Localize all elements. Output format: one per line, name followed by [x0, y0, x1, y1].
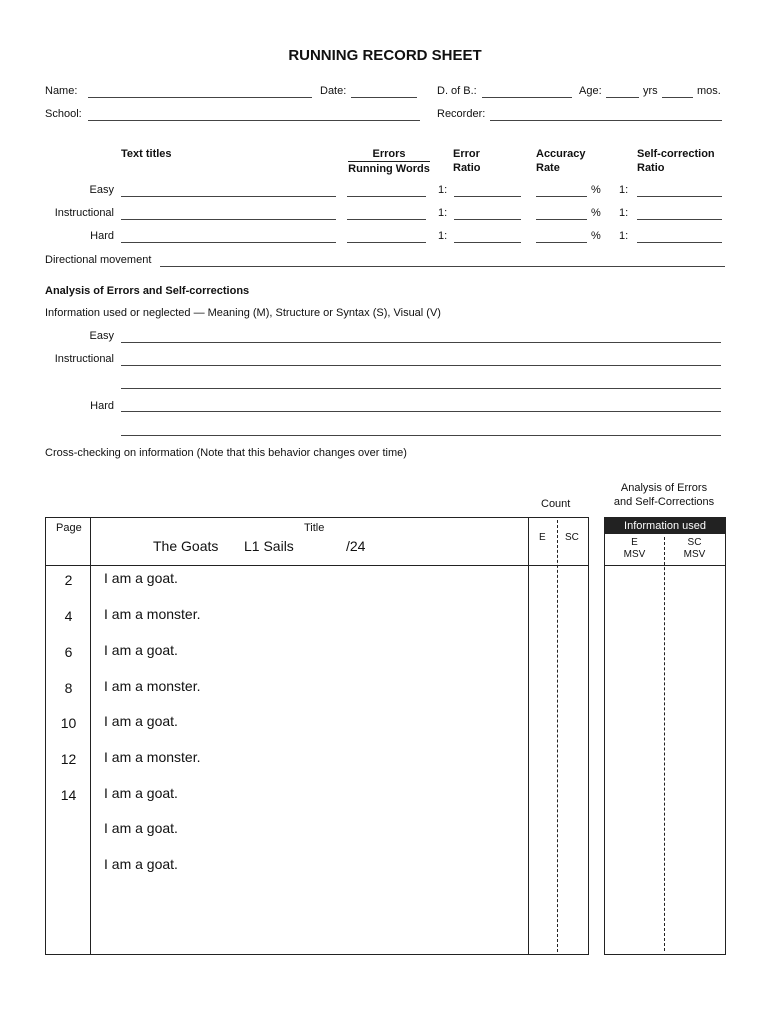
sc-prefix: 1: — [619, 207, 629, 219]
e-header: E — [539, 532, 546, 543]
analysis-errors-sc-title — [604, 481, 724, 509]
yrs-label: yrs — [643, 85, 658, 97]
page-number: 10 — [60, 715, 77, 731]
errors-field[interactable] — [347, 196, 426, 197]
accuracy-field[interactable] — [536, 196, 587, 197]
percent-sign: % — [591, 184, 601, 196]
accuracy-rate-line2: Rate — [536, 162, 560, 174]
self-correction-ratio-header — [637, 147, 715, 175]
date-label: Date: — [320, 85, 347, 97]
info-e-msv-header — [605, 537, 664, 561]
book-title: The Goats — [153, 538, 219, 554]
directional-movement-label: Directional movement — [45, 254, 152, 266]
analysis-hard-field-2[interactable] — [121, 435, 721, 436]
word-total: /24 — [346, 538, 366, 554]
count-label: Count — [541, 498, 571, 510]
analysis-easy-field[interactable] — [121, 342, 721, 343]
page-text: I am a goat. — [104, 570, 178, 586]
analysis-instructional-field-2[interactable] — [121, 388, 721, 389]
error-ratio-line1: Error — [453, 148, 480, 160]
page-number: 12 — [60, 751, 77, 767]
recorder-label: Recorder: — [437, 108, 486, 120]
sc-prefix: 1: — [619, 184, 629, 196]
count-col-divider — [528, 517, 529, 954]
level-label: Easy — [89, 184, 114, 196]
book-level: L1 Sails — [244, 538, 294, 554]
page-header: Page — [56, 522, 82, 534]
info-e-msv-label: MSV — [623, 549, 646, 560]
page-text: I am a monster. — [104, 606, 201, 622]
ratio-prefix: 1: — [438, 207, 448, 219]
header-row-divider — [45, 565, 589, 566]
text-title-field[interactable] — [121, 242, 336, 243]
sc-header: SC — [565, 532, 579, 543]
ratio-prefix: 1: — [438, 230, 448, 242]
mos-label: mos. — [697, 85, 721, 97]
analysis-instructional-field-1[interactable] — [121, 365, 721, 366]
page-number: 6 — [64, 644, 73, 660]
info-sc-msv-header — [665, 537, 724, 561]
date-field[interactable] — [351, 97, 417, 98]
analysis-title-line1: Analysis of Errors — [620, 482, 708, 494]
page-text: I am a goat. — [104, 856, 178, 872]
page-text: I am a goat. — [104, 713, 178, 729]
cross-checking-label: Cross-checking on information (Note that this behavior changes over time) — [45, 447, 407, 459]
page-text: I am a goat. — [104, 820, 178, 836]
page-col-divider — [90, 517, 91, 565]
analysis-hard-label: Hard — [90, 400, 114, 412]
error-ratio-header — [453, 147, 481, 175]
sc-ratio-line2: Ratio — [637, 162, 665, 174]
age-months-field[interactable] — [662, 97, 693, 98]
e-sc-divider — [557, 520, 558, 952]
error-ratio-field[interactable] — [454, 219, 521, 220]
level-label: Hard — [90, 230, 114, 242]
error-ratio-field[interactable] — [454, 196, 521, 197]
info-sc-msv-label: MSV — [683, 549, 706, 560]
info-header-divider — [604, 565, 726, 566]
info-e-label: E — [631, 537, 638, 548]
school-field[interactable] — [88, 120, 420, 121]
page-text: I am a monster. — [104, 749, 201, 765]
analysis-title-line2: and Self-Corrections — [613, 496, 715, 508]
dob-field[interactable] — [482, 97, 572, 98]
accuracy-rate-line1: Accuracy — [536, 148, 586, 160]
level-label: Instructional — [54, 207, 114, 219]
page-text: I am a goat. — [104, 642, 178, 658]
sc-ratio-field[interactable] — [637, 219, 722, 220]
sc-ratio-field[interactable] — [637, 196, 722, 197]
text-title-field[interactable] — [121, 219, 336, 220]
page-number: 2 — [64, 572, 73, 588]
title-header: Title — [304, 522, 325, 534]
errors-field[interactable] — [347, 242, 426, 243]
age-years-field[interactable] — [606, 97, 639, 98]
name-label: Name: — [45, 85, 78, 97]
running-words-header: Running Words — [348, 163, 430, 175]
text-titles-header: Text titles — [121, 148, 172, 160]
ratio-prefix: 1: — [438, 184, 448, 196]
recorder-field[interactable] — [490, 120, 722, 121]
analysis-easy-label: Easy — [89, 330, 114, 342]
accuracy-rate-header — [536, 147, 586, 175]
text-title-field[interactable] — [121, 196, 336, 197]
analysis-hard-field-1[interactable] — [121, 411, 721, 412]
page-number: 4 — [64, 608, 73, 624]
dob-label: D. of B.: — [437, 85, 477, 97]
name-field[interactable] — [88, 97, 312, 98]
page-number: 14 — [60, 787, 77, 803]
info-e-sc-divider — [664, 537, 665, 951]
errors-field[interactable] — [347, 219, 426, 220]
errors-header: Errors — [348, 147, 430, 162]
sc-prefix: 1: — [619, 230, 629, 242]
analysis-subheading: Information used or neglected — Meaning (M), Structure or Syntax (S), Visual (V) — [45, 307, 441, 319]
analysis-instructional-label: Instructional — [54, 353, 114, 365]
information-used-table — [604, 517, 726, 955]
page-title: RUNNING RECORD SHEET — [288, 47, 482, 64]
sc-ratio-line1: Self-correction — [637, 148, 715, 160]
directional-movement-field[interactable] — [160, 266, 725, 267]
school-label: School: — [45, 108, 82, 120]
sc-ratio-field[interactable] — [637, 242, 722, 243]
information-used-header: Information used — [605, 518, 725, 534]
accuracy-field[interactable] — [536, 219, 587, 220]
error-ratio-line2: Ratio — [453, 162, 481, 174]
percent-sign: % — [591, 207, 601, 219]
analysis-heading: Analysis of Errors and Self-corrections — [45, 285, 250, 297]
age-label: Age: — [579, 85, 602, 97]
info-sc-label: SC — [687, 537, 702, 548]
errors-fraction-header — [346, 147, 432, 176]
page-number: 8 — [64, 680, 73, 696]
percent-sign: % — [591, 230, 601, 242]
accuracy-field[interactable] — [536, 242, 587, 243]
page-text: I am a goat. — [104, 785, 178, 801]
page-text: I am a monster. — [104, 678, 201, 694]
error-ratio-field[interactable] — [454, 242, 521, 243]
